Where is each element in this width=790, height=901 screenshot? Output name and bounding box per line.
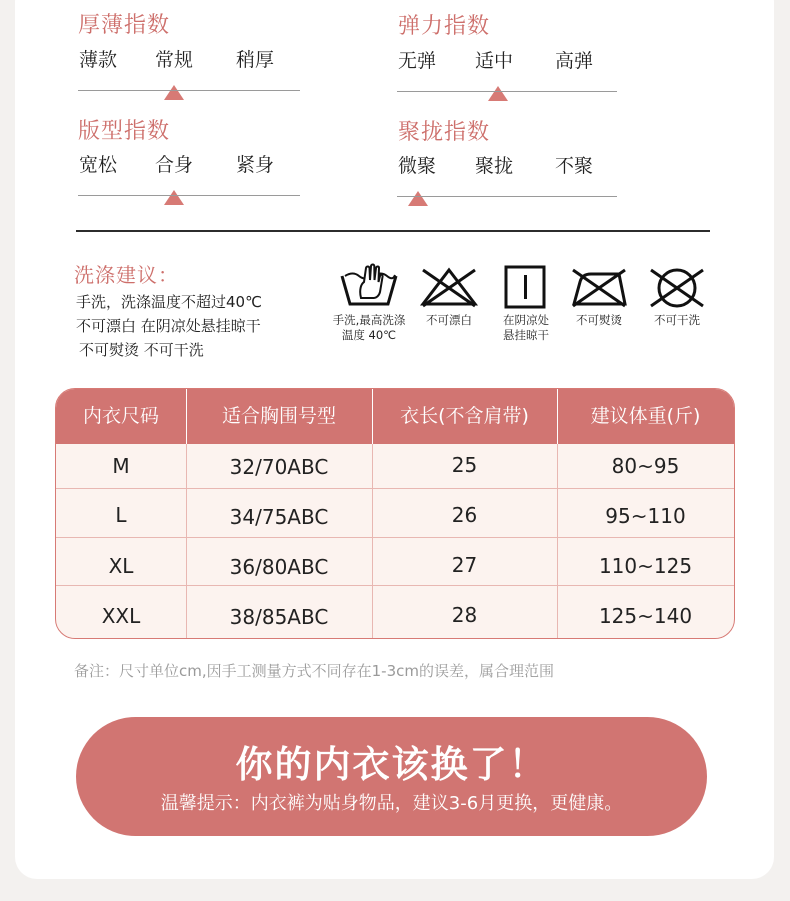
no-dry-clean-icon xyxy=(647,262,707,308)
index-marker xyxy=(164,85,184,100)
index-option: 常规 xyxy=(155,49,194,71)
index-scale-line xyxy=(397,196,617,197)
table-header-cell: 建议体重(斤) xyxy=(590,405,701,427)
size-table xyxy=(55,388,735,639)
index-option: 合身 xyxy=(155,154,194,176)
hand-wash-caption: 手洗,最高洗涤 温度 40℃ xyxy=(332,313,406,342)
index-option: 微聚 xyxy=(398,155,437,177)
table-cell: 95~110 xyxy=(605,504,686,528)
index-option: 宽松 xyxy=(79,154,118,176)
no-bleach-caption: 不可漂白 xyxy=(426,313,472,327)
table-cell: 34/75ABC xyxy=(229,505,329,529)
washing-line: 不可漂白 在阴凉处悬挂晾干 xyxy=(76,317,261,335)
index-marker xyxy=(408,191,428,206)
table-cell: 36/80ABC xyxy=(229,555,329,579)
washing-line: 不可熨烫 不可干洗 xyxy=(79,341,204,359)
table-cell: 26 xyxy=(451,503,478,527)
table-cell: 27 xyxy=(451,553,478,577)
line-dry-shade-icon xyxy=(495,264,555,310)
table-cell: 110~125 xyxy=(598,554,693,578)
index-option: 薄款 xyxy=(79,49,118,71)
index-option: 聚拢 xyxy=(475,155,514,177)
index-option: 紧身 xyxy=(236,154,275,176)
index-scale-line xyxy=(397,91,617,92)
index-title-fit: 版型指数 xyxy=(78,119,171,144)
measurement-note: 备注：尺寸单位cm,因手工测量方式不同存在1-3cm的误差，属合理范围 xyxy=(74,662,554,680)
section-divider xyxy=(76,230,710,232)
table-cell: 25 xyxy=(451,453,478,477)
washing-line: 手洗，洗涤温度不超过40℃ xyxy=(76,293,262,311)
table-cell: XL xyxy=(108,554,134,578)
table-cell: 80~95 xyxy=(611,454,680,478)
index-title-thickness: 厚薄指数 xyxy=(78,13,171,38)
no-iron-icon xyxy=(569,262,629,308)
table-header-cell: 内衣尺码 xyxy=(82,405,159,427)
index-scale-line xyxy=(78,90,300,91)
index-option: 适中 xyxy=(475,50,514,72)
table-cell: M xyxy=(112,454,130,478)
index-title-push-up: 聚拢指数 xyxy=(398,120,491,145)
table-cell: 28 xyxy=(451,603,478,627)
line-dry-caption: 在阴凉处 悬挂晾干 xyxy=(503,313,549,342)
no-iron-caption: 不可熨烫 xyxy=(576,313,622,327)
replace-reminder-banner xyxy=(76,717,707,836)
no-bleach-icon xyxy=(419,262,479,308)
banner-title: 你的内衣该换了！ xyxy=(235,743,548,786)
index-scale-line xyxy=(78,195,300,196)
table-cell: 32/70ABC xyxy=(229,455,329,479)
index-option: 稍厚 xyxy=(236,49,275,71)
index-option: 不聚 xyxy=(555,155,594,177)
no-dry-clean-caption: 不可干洗 xyxy=(654,313,700,327)
hand-wash-icon xyxy=(339,262,399,308)
index-marker xyxy=(164,190,184,205)
table-cell: XXL xyxy=(101,604,141,628)
table-cell: 125~140 xyxy=(598,604,693,628)
banner-subtitle: 温馨提示：内衣裤为贴身物品，建议3-6月更换，更健康。 xyxy=(160,793,623,814)
index-option: 无弹 xyxy=(398,50,437,72)
table-header-cell: 衣长(不含肩带) xyxy=(400,405,529,427)
table-cell: L xyxy=(115,503,127,527)
index-option: 高弹 xyxy=(555,50,594,72)
index-marker xyxy=(488,86,508,101)
washing-title: 洗涤建议： xyxy=(74,263,179,287)
table-header-cell: 适合胸围号型 xyxy=(221,405,336,427)
index-title-elasticity: 弹力指数 xyxy=(398,14,491,39)
table-cell: 38/85ABC xyxy=(229,605,329,629)
